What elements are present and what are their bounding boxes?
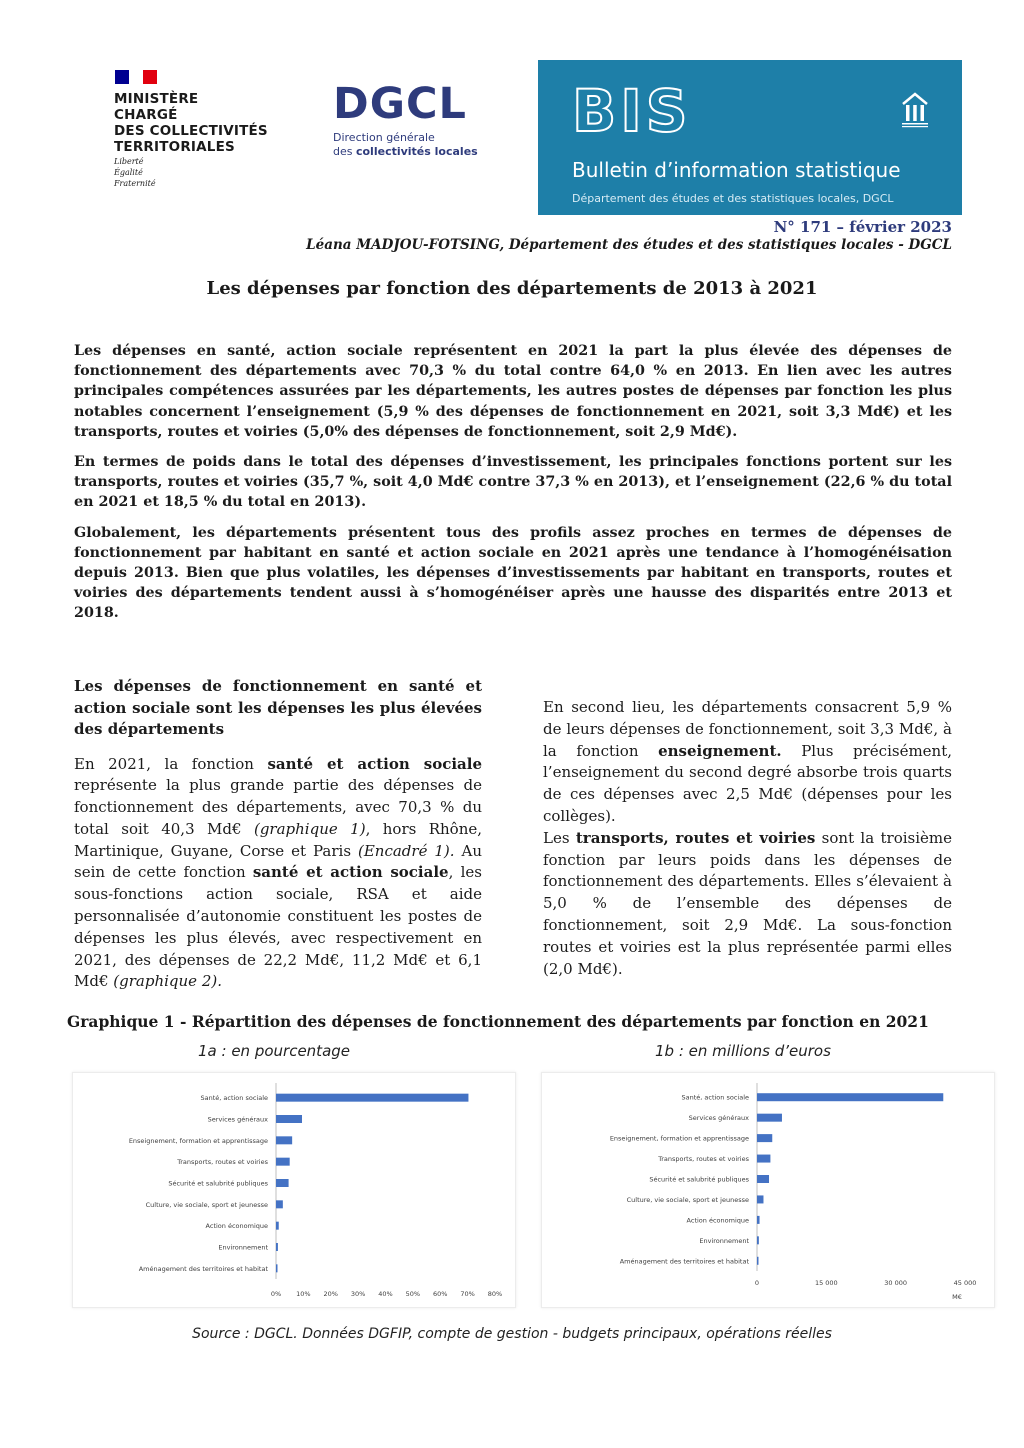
chart-source: Source : DGCL. Données DGFIP, compte de gestion - budgets principaux, opérations réelles [192,1326,832,1342]
category-label: Transports, routes et voiries [177,1158,268,1167]
bar [276,1222,279,1230]
dgcl-line1: Direction générale [333,131,435,144]
abstract [74,341,952,634]
dgcl-logo [333,79,478,159]
bis-title: BIS [572,77,692,145]
dgcl-acronym: DGCL [333,79,467,129]
section-heading: Les dépenses de fonctionnement en santé et action sociale sont les dépenses les plus élevées des départements [74,677,482,738]
x-tick-label: 40% [378,1290,393,1298]
x-tick-label: 0 [754,1279,760,1287]
category-label: Santé, action sociale [200,1094,268,1103]
abstract-paragraph: Les dépenses en santé, action sociale représentent en 2021 la part la plus élevée des dépenses de fonctionnement des départements avec 70,3 % du total contre 64,0 % en 2013. En lien avec les autres principales compétences assurées par les départements, les autres postes de dépenses par fonction les plus notables concernent l’enseignement (5,9 % des dépenses de fonctionnement en 2021, soit 3,3 Md€) et les transports, routes et voiries (5,0% des dépenses de fonctionnement, soit 2,9 Md€). [74,343,952,440]
unit-label: M€ [952,1293,962,1301]
bar [757,1195,763,1203]
chart-1a-caption: 1a : en pourcentage [198,1042,351,1060]
bar [276,1158,290,1166]
republic-flag-icon [115,70,157,84]
bis-banner [538,60,962,215]
x-tick-label: 70% [460,1290,475,1298]
bar [276,1200,283,1208]
bar [276,1179,289,1187]
text-run: En second lieu, les départements consacrent 5,9 % de leurs dépenses de fonctionnement, soit 3,3 Md€, à la fonction [543,698,952,760]
bar [757,1134,772,1142]
bar [757,1155,770,1163]
dgcl-fullname [333,131,478,159]
chart-section-title: Graphique 1 - Répartition des dépenses de fonctionnement des départements par fonction en 2021 [67,1012,929,1031]
x-tick-label: 15 000 [814,1279,838,1287]
bold-run: santé et action sociale [252,863,449,882]
category-label: Services généraux [207,1115,268,1124]
bis-subtitle: Bulletin d’information statistique [572,158,901,182]
text-run: Plus précisément, l’enseignement du second degré absorbe trois quarts de ces dépenses avec 2,5 Md€ (dépenses pour les collèges). [543,741,952,825]
bold-run: santé et action sociale [267,754,482,773]
bar [757,1114,782,1122]
text-run: , hors Rhône, Martinique, Guyane, Corse et Paris [74,819,483,860]
text-run: Les [543,828,576,847]
x-tick-label: 0% [270,1290,282,1298]
category-label: Culture, vie sociale, sport et jeunesse [145,1200,268,1209]
x-tick-label: 20% [323,1290,338,1298]
ministry-logo [114,91,268,188]
bar [757,1175,769,1183]
italic-run: (graphique 2). [113,972,222,991]
x-tick-label: 80% [487,1290,503,1298]
motto-line: Liberté [114,157,144,166]
bar [757,1216,760,1224]
page-title: Les dépenses par fonction des départements de 2013 à 2021 [206,278,818,299]
motto-line: Fraternité [114,179,156,188]
chart-1b [542,1073,994,1307]
abstract-paragraph: En termes de poids dans le total des dépenses d’investissement, les principales fonctions portent sur les transports, routes et voiries (35,7 %, soit 4,0 Md€ contre 37,3 % en 2013), et l’enseignement (22,6 % du total en 2021 et 18,5 % du total en 2013). [74,454,952,511]
bar [757,1257,759,1265]
category-label: Sécurité et salubrité publiques [168,1179,268,1188]
x-tick-label: 10% [296,1290,311,1298]
ministry-line: DES COLLECTIVITÉS [114,123,268,139]
body-paragraph [543,828,952,981]
dgcl-line2-pre: des [333,145,356,158]
italic-run: (graphique 1) [253,819,366,838]
category-label: Santé, action sociale [681,1093,749,1102]
x-tick-label: 45 000 [953,1279,977,1287]
x-tick-label: 30% [350,1290,366,1298]
right-column [543,697,952,980]
italic-run: (Encadré 1). [357,841,455,860]
chart-1b-panel [541,1072,995,1308]
chart-1a [73,1073,515,1307]
category-label: Environnement [699,1236,749,1245]
category-label: Enseignement, formation et apprentissage [609,1134,749,1143]
bar [757,1236,759,1244]
bar [276,1094,468,1102]
category-label: Action économique [686,1216,749,1225]
bar [276,1136,292,1144]
category-label: Aménagement des territoires et habitat [619,1257,749,1266]
dgcl-line2-bold: collectivités locales [355,145,478,158]
issue-number: N° 171 – février 2023 [773,218,952,236]
body-paragraph [74,754,482,994]
ministry-line: MINISTÈRE [114,91,199,107]
category-label: Services généraux [688,1114,749,1123]
abstract-paragraph: Globalement, les départements présentent tous des profils assez proches en termes de dépenses de fonctionnement par habitant en santé et action sociale en 2021 après une tendance à l’homogénéisation depuis 2013. Bien que plus volatiles, les dépenses d’investissements par habitant en transports, routes et voiries des départements tendent aussi à s’homogénéiser après une hausse des disparités entre 2013 et 2018. [74,524,952,622]
text-run: représente la plus grande partie des dépenses de fonctionnement des départements, avec 70,3 % du total soit 40,3 Md€ [74,776,482,838]
ministry-line: TERRITORIALES [114,139,235,155]
x-tick-label: 60% [433,1290,448,1298]
text-run: , les sous-fonctions action sociale, RSA et aide personnalisée d’autonomie constituent les postes de dépenses les plus élevés, avec respectivement en 2021, des dépenses de 22,2 Md€, 11,2 Md€ et 6,1 Md€ [74,863,482,991]
author-line: Léana MADJOU-FOTSING, Département des études et des statistiques locales - DGCL [306,237,952,253]
text-run: sont la troisième fonction par leurs poids dans les dépenses de fonctionnement des départements. Elles s’élevaient à 5,0 % de l’ensemble des dépenses de fonctionnement, soit 2,9 Md€. La sous-fonction routes et voiries est la plus représentée parmi elles (2,0 Md€). [543,828,952,978]
ministry-line: CHARGÉ [114,107,178,123]
category-label: Action économique [205,1222,268,1231]
motto-line: Égalité [114,168,143,177]
category-label: Sécurité et salubrité publiques [649,1175,749,1184]
bis-department: Département des études et des statistiques locales, DGCL [572,192,894,205]
category-label: Transports, routes et voiries [658,1155,749,1164]
bold-run: enseignement. [658,741,782,760]
x-tick-label: 30 000 [884,1279,908,1287]
x-tick-label: 50% [405,1290,421,1298]
chart-1b-caption: 1b : en millions d’euros [655,1042,831,1060]
chart-1a-panel [72,1072,516,1308]
bar [276,1115,302,1123]
text-run: En 2021, la fonction [74,754,268,773]
bold-run: transports, routes et voiries [575,828,816,847]
category-label: Enseignement, formation et apprentissage [128,1136,268,1145]
category-label: Aménagement des territoires et habitat [138,1264,268,1273]
body-paragraph [543,697,952,828]
bar [276,1264,278,1272]
category-label: Culture, vie sociale, sport et jeunesse [626,1195,749,1204]
bar [276,1243,278,1251]
bar [757,1093,943,1101]
left-column [74,676,482,993]
text-run: Au sein de cette fonction [74,841,483,882]
category-label: Environnement [218,1243,268,1252]
building-columns-icon [900,90,930,128]
